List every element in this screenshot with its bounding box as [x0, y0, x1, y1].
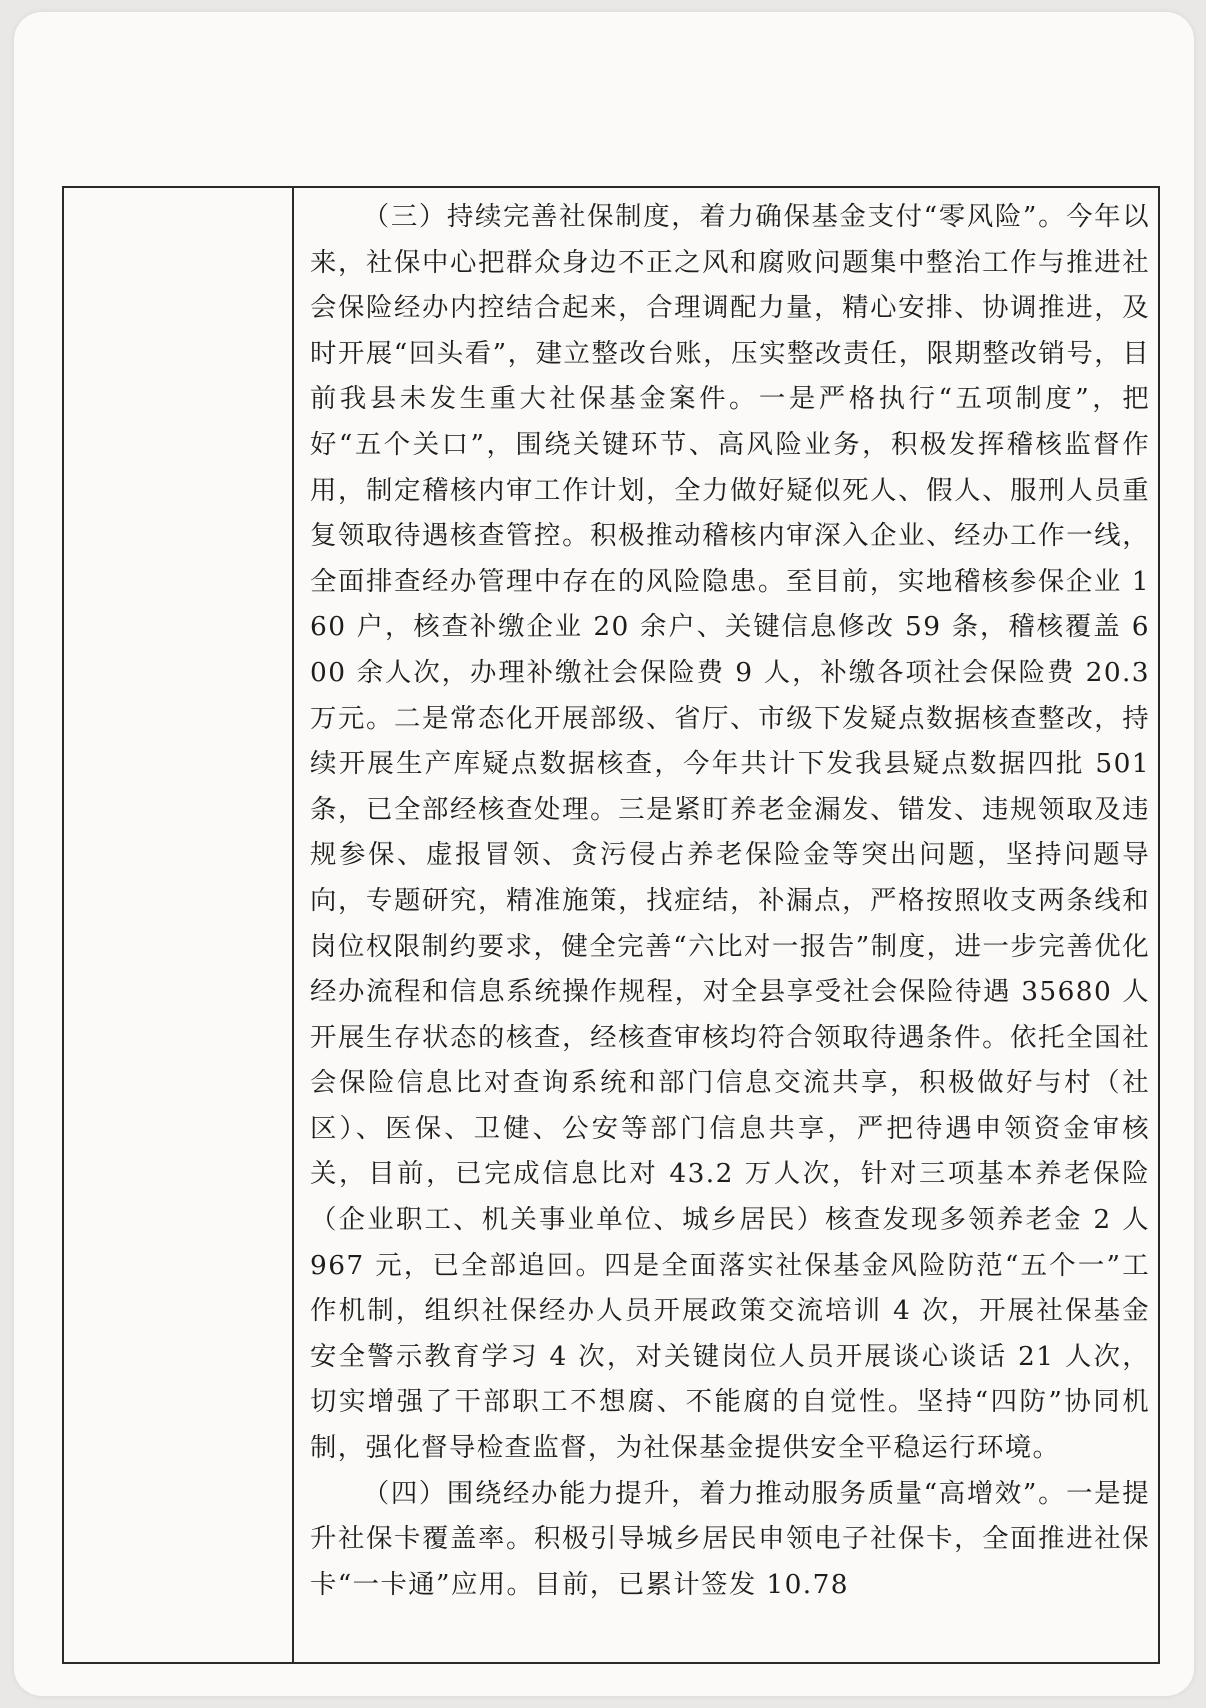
label-column [64, 188, 294, 1662]
document-page [14, 12, 1194, 1696]
form-table [62, 186, 1160, 1664]
content-cell [310, 194, 1150, 1607]
paragraph-section-3: （三）持续完善社保制度，着力确保基金支付“零风险”。今年以来，社保中心把群众身边不正之风和腐败问题集中整治工作与推进社会保险经办内控结合起来，合理调配力量，精心安排、协调推进，及时开展“回头看”，建立整改台账，压实整改责任，限期整改销号，目前我县未发生重大社保基金案件。一是严格执行“五项制度”，把好“五个关口”，围绕关键环节、高风险业务，积极发挥稽核监督作用，制定稽核内审工作计划，全力做好疑似死人、假人、服刑人员重复领取待遇核查管控。积极推动稽核内审深入企业、经办工作一线，全面排查经办管理中存在的风险隐患。至目前，实地稽核参保企业 160 户，核查补缴企业 20 余户、关键信息修改 59 条，稽核覆盖 600 余人次，办理补缴社会保险费 9 人，补缴各项社会保险费 20.3 万元。二是常态化开展部级、省厅、市级下发疑点数据核查整改，持续开展生产库疑点数据核查，今年共计下发我县疑点数据四批 501 条，已全部经核查处理。三是紧盯养老金漏发、错发、违规领取及违规参保、虚报冒领、贪污侵占养老保险金等突出问题，坚持问题导向，专题研究，精准施策，找症结，补漏点，严格按照收支两条线和岗位权限制约要求，健全完善“六比对一报告”制度，进一步完善优化经办流程和信息系统操作规程，对全县享受社会保险待遇 35680 人开展生存状态的核查，经核查审核均符合领取待遇条件。依托全国社会保险信息比对查询系统和部门信息交流共享，积极做好与村（社区）、医保、卫健、公安等部门信息共享，严把待遇申领资金审核关，目前，已完成信息比对 43.2 万人次，针对三项基本养老保险（企业职工、机关事业单位、城乡居民）核查发现多领养老金 2 人 967 元，已全部追回。四是全面落实社保基金风险防范“五个一”工作机制，组织社保经办人员开展政策交流培训 4 次，开展社保基金安全警示教育学习 4 次，对关键岗位人员开展谈心谈话 21 人次，切实增强了干部职工不想腐、不能腐的自觉性。坚持“四防”协同机制，强化督导检查监督，为社保基金提供安全平稳运行环境。 [310, 201, 1150, 1464]
paragraph-section-4: （四）围绕经办能力提升，着力推动服务质量“高增效”。一是提升社保卡覆盖率。积极引导城乡居民申领电子社保卡，全面推进社保卡“一卡通”应用。目前，已累计签发 10.78 [310, 1477, 1150, 1600]
